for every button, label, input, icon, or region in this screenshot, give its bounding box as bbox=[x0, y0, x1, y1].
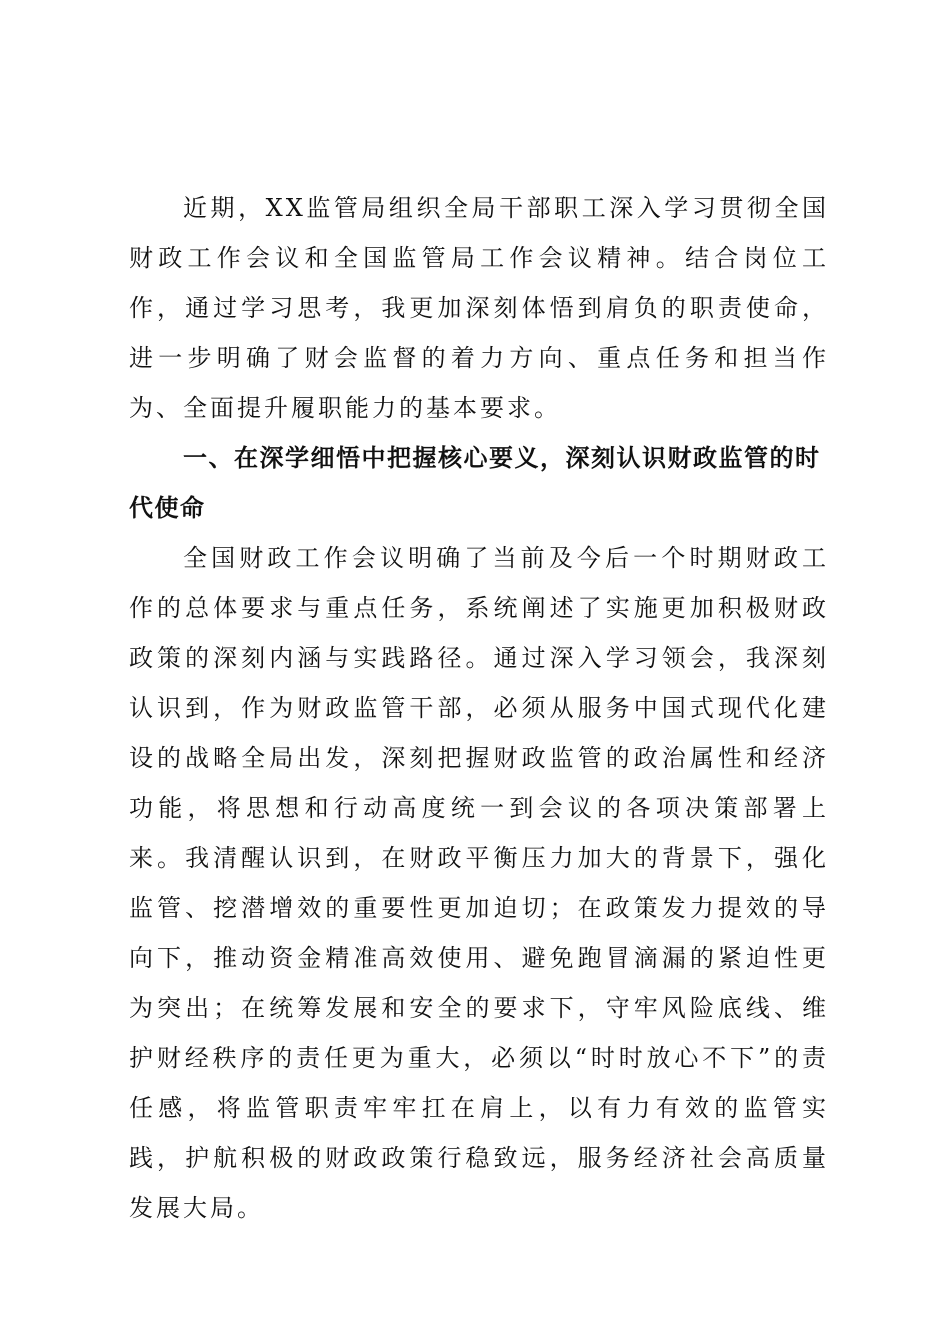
intro-paragraph: 近期，XX监管局组织全局干部职工深入学习贯彻全国财政工作会议和全国监管局工作会议精神。结合岗位工作，通过学习思考，我更加深刻体悟到肩负的职责使命，进一步明确了财会监督的着力方向、重点任务和担当作为、全面提升履职能力的基本要求。 bbox=[129, 194, 829, 422]
section-heading: 一、在深学细悟中把握核心要义，深刻认识财政监管的时代使命 bbox=[129, 444, 821, 522]
body-paragraph: 全国财政工作会议明确了当前及今后一个时期财政工作的总体要求与重点任务，系统阐述了实施更加积极财政政策的深刻内涵与实践路径。通过深入学习领会，我深刻认识到，作为财政监管干部，必须从服务中国式现代化建设的战略全局出发，深刻把握财政监管的政治属性和经济功能，将思想和行动高度统一到会议的各项决策部署上来。我清醒认识到，在财政平衡压力加大的背景下，强化监管、挖潜增效的重要性更加迫切；在政策发力提效的导向下，推动资金精准高效使用、避免跑冒滴漏的紧迫性更为突出；在统筹发展和安全的要求下，守牢风险底线、维护财经秩序的责任更为重大，必须以“时时放心不下”的责任感，将监管职责牢牢扛在肩上，以有力有效的监管实践，护航积极的财政政策行稳致远，服务经济社会高质量发展大局。 bbox=[129, 544, 829, 1222]
document-body bbox=[129, 183, 829, 1233]
